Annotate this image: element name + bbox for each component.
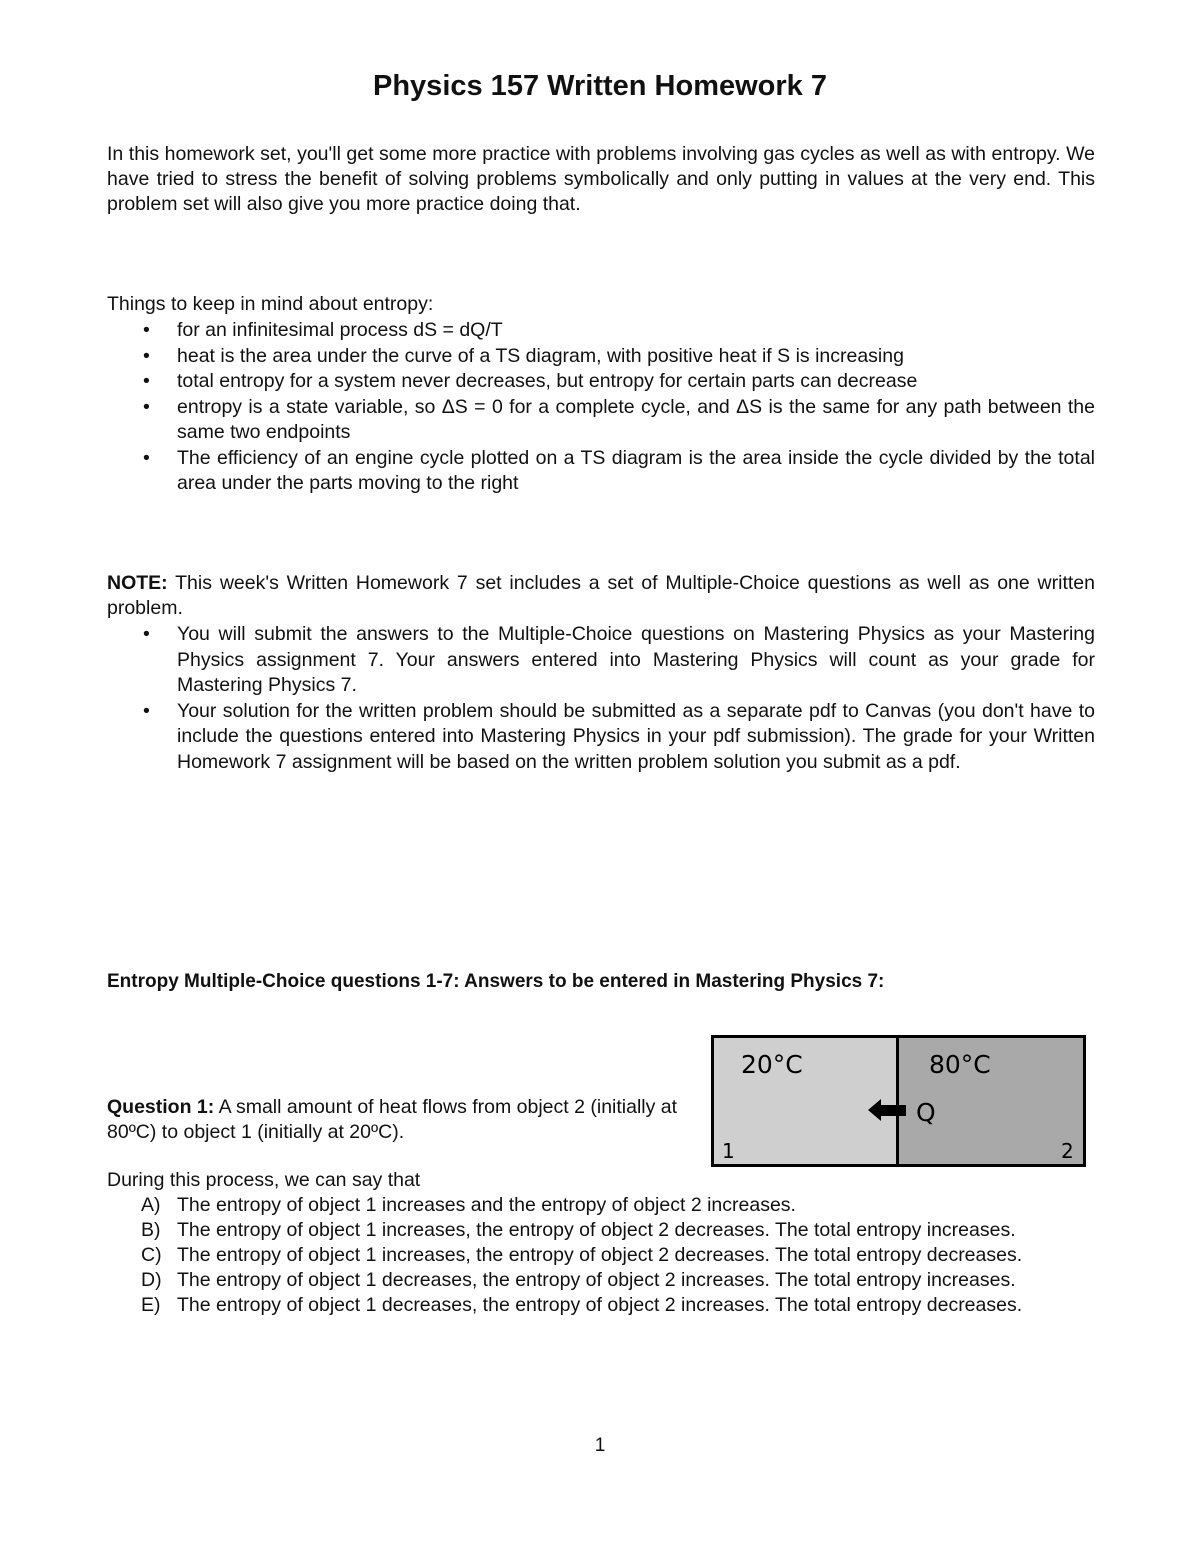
note-label: NOTE: [107, 572, 168, 594]
heat-flow-diagram [711, 1035, 1086, 1167]
list-item: • heat is the area under the curve of a TS diagram, with positive heat if S is increasing [107, 344, 1095, 370]
list-item: • for an infinitesimal process dS = dQ/T [107, 318, 1095, 344]
note-paragraph [107, 571, 1095, 621]
intro-paragraph: In this homework set, you'll get some more practice with problems involving gas cycles as well as with entropy. We have tried to stress the benefit of solving problems symbolically and only putting in values at the very end. This problem set will also give you more practice doing that. [107, 143, 1095, 215]
choice-b: B) The entropy of object 1 increases, the entropy of object 2 decreases. The total entropy increases. [141, 1219, 1016, 1241]
bullet-icon: • [143, 623, 150, 645]
list-item: • You will submit the answers to the Multiple-Choice questions on Mastering Physics as your Mastering Physics assignment 7. Your answers entered into Mastering Physics will count as your grade for Mastering Physics 7. [143, 623, 1095, 696]
heat-label: Q [916, 1098, 936, 1127]
list-item: • Your solution for the written problem should be submitted as a separate pdf to Canvas (you don't have to include the questions entered into Mastering Physics in your pdf submission). The grade for your Written Homework 7 assignment will be based on the written problem solution you submit as a pdf. [143, 699, 1095, 773]
question-1-prompt: During this process, we can say that [107, 1169, 421, 1191]
bullet-icon: • [143, 319, 150, 341]
list-item: • entropy is a state variable, so ΔS = 0 for a complete cycle, and ΔS is the same for any path between the same two endpoints [143, 395, 1095, 443]
object-2-temperature: 80°C [929, 1050, 991, 1079]
question-1-text: Question 1: A small amount of heat flows from object 2 (initially at 80ºC) to object 1 (initially at 20ºC). [107, 1096, 678, 1143]
question-1-choices [107, 1193, 1107, 1318]
entropy-heading: Things to keep in mind about entropy: [107, 293, 434, 315]
bullet-icon: • [143, 446, 150, 469]
list-item: • The efficiency of an engine cycle plotted on a TS diagram is the area inside the cycle divided by the total area under the parts moving to the right [143, 446, 1095, 494]
object-1-temperature: 20°C [741, 1050, 803, 1079]
entropy-points-list [107, 318, 1095, 497]
choice-c: C) The entropy of object 1 increases, the entropy of object 2 decreases. The total entropy decreases. [141, 1244, 1023, 1266]
mc-section-heading: Entropy Multiple-Choice questions 1-7: Answers to be entered in Mastering Physics 7: [107, 971, 885, 992]
page-number: 1 [594, 1435, 606, 1456]
bullet-icon: • [143, 370, 150, 392]
question-1-label: Question 1: [107, 1096, 215, 1118]
bullet-icon: • [143, 395, 150, 418]
page-title: Physics 157 Written Homework 7 [373, 70, 827, 102]
choice-e: E) The entropy of object 1 decreases, the entropy of object 2 increases. The total entropy decreases. [141, 1294, 1023, 1316]
list-item: • total entropy for a system never decreases, but entropy for certain parts can decrease [107, 369, 1095, 395]
object-2-number: 2 [1061, 1139, 1074, 1163]
object-1-number: 1 [722, 1139, 735, 1163]
note-text: This week's Written Homework 7 set includes a set of Multiple-Choice questions as well as one written problem. [107, 572, 1095, 619]
choice-a: A) The entropy of object 1 increases and the entropy of object 2 increases. [141, 1194, 796, 1216]
bullet-icon: • [143, 699, 150, 722]
bullet-icon: • [143, 344, 150, 367]
choice-d: D) The entropy of object 1 decreases, the entropy of object 2 increases. The total entropy increases. [141, 1269, 1016, 1291]
note-points-list [107, 622, 1095, 775]
